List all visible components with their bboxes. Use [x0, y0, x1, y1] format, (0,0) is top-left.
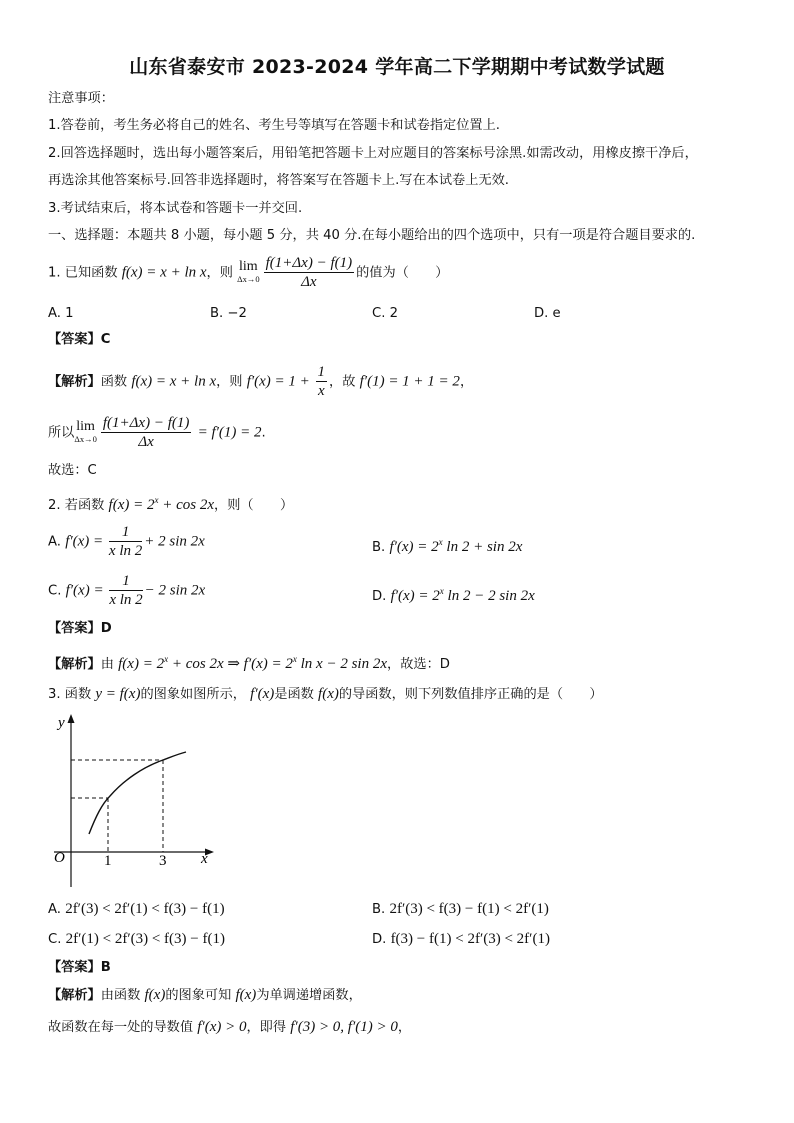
q2-answer: 【答案】D — [48, 621, 112, 636]
q3-option-d: D. f(3) − f(1) < 2f′(3) < 2f′(1) — [372, 931, 550, 947]
q2-analysis: 【解析】由 $f(x) = 2^x + \cos 2x$ ⇒ $f'(x) = 2^x$ ln x − 2 sin 2x，故选：D — [48, 654, 450, 672]
q3-option-a: A. 2f′(3) < 2f′(1) < f(3) − f(1) — [48, 901, 225, 917]
q1-analysis-line-2: 所以 lim Δx→0 $\frac{f(1+\Delta x) - f(1)}{\Delta x}$ = f′(1) = 2. — [48, 415, 266, 450]
notice-item-2: 2.回答选择题时，选出每小题答案后，用铅笔把答题卡上对应题目的答案标号涂黑.如需改动，用橡皮擦干净后， — [48, 146, 698, 161]
q3-answer: 【答案】B — [48, 960, 111, 975]
section-heading: 一、选择题：本题共 8 小题，每小题 5 分，共 40 分.在每小题给出的四个选项中，只有一项是符合题目要求的. — [48, 228, 696, 243]
x-axis-label: x — [201, 851, 208, 867]
q1-option-d: D. e — [534, 306, 561, 321]
y-axis-label: y — [58, 715, 65, 731]
question-2: 2. 若函数 $f(x) = 2^x + \cos 2x$，则（ ） — [48, 495, 294, 513]
limit-symbol: lim Δx→0 — [237, 258, 260, 284]
q1-conclusion: 故选：C — [48, 463, 97, 478]
q2-option-a: A. f′(x) = $\frac{1}{\text{x ln 2}}$ + 2 sin 2x — [48, 524, 205, 559]
tick-label-1: 1 — [104, 853, 112, 869]
q2-option-d: D. $f'(x) = 2^x$ ln 2 − 2 sin 2x — [372, 586, 535, 604]
q3-analysis-line-1: 【解析】由函数 f(x)的图象可知 f(x)为单调递增函数， — [48, 987, 362, 1003]
q2-option-b: B. $f'(x) = 2^x$ ln 2 + sin 2x — [372, 537, 523, 555]
q1-fraction: $\frac{f(1+\Delta x) - f(1)}{\Delta x}$ — [265, 255, 353, 290]
q1-analysis-line-1: 【解析】函数 f(x) = x + ln x，则 f′(x) = 1 + $\frac{1}{x}$ ，故 f′(1) = 1 + 1 = 2， — [48, 364, 474, 399]
q3-analysis-line-2: 故函数在每一处的导数值 f′(x) > 0，即得 f′(3) > 0, f′(1) > 0， — [48, 1019, 412, 1035]
q3-option-c: C. 2f′(1) < 2f′(3) < f(3) − f(1) — [48, 931, 225, 947]
q1-option-c: C. 2 — [372, 306, 398, 321]
q2-option-c: C. f′(x) = $\frac{1}{\text{x ln 2}}$ − 2 sin 2x — [48, 573, 206, 608]
question-1: 1. 已知函数 f(x) = x + ln x，则 lim Δx→0 $\frac{f(1+\Delta x) - f(1)}{\Delta x}$ 的值为（ ） — [48, 255, 449, 290]
origin-label: O — [54, 850, 65, 866]
q1-option-a: A. 1 — [48, 306, 74, 321]
notice-item-3: 3.考试结束后，将本试卷和答题卡一并交回. — [48, 201, 303, 216]
q1-function: f(x) = x + ln x — [121, 264, 207, 281]
notice-heading: 注意事项： — [48, 91, 114, 106]
tick-label-3: 3 — [159, 853, 167, 869]
question-3: 3. 函数 y = f(x)的图象如图所示， f′(x)是函数 f(x)的导函数，则下列数值排序正确的是（ ） — [48, 686, 603, 702]
q1-option-b: B. −2 — [210, 306, 247, 321]
y-axis-arrow — [68, 714, 75, 723]
notice-item-2-cont: 再选涂其他答案标号.回答非选择题时，将答案写在答题卡上.写在本试卷上无效. — [48, 173, 509, 188]
function-graph — [48, 712, 218, 892]
q1-answer: 【答案】C — [48, 332, 111, 347]
function-curve — [89, 752, 186, 834]
notice-item-1: 1.答卷前，考生务必将自己的姓名、考生号等填写在答题卡和试卷指定位置上. — [48, 118, 500, 133]
q3-option-b: B. 2f′(3) < f(3) − f(1) < 2f′(1) — [372, 901, 549, 917]
page-title: 山东省泰安市 2023-2024 学年高二下学期期中考试数学试题 — [129, 56, 665, 78]
